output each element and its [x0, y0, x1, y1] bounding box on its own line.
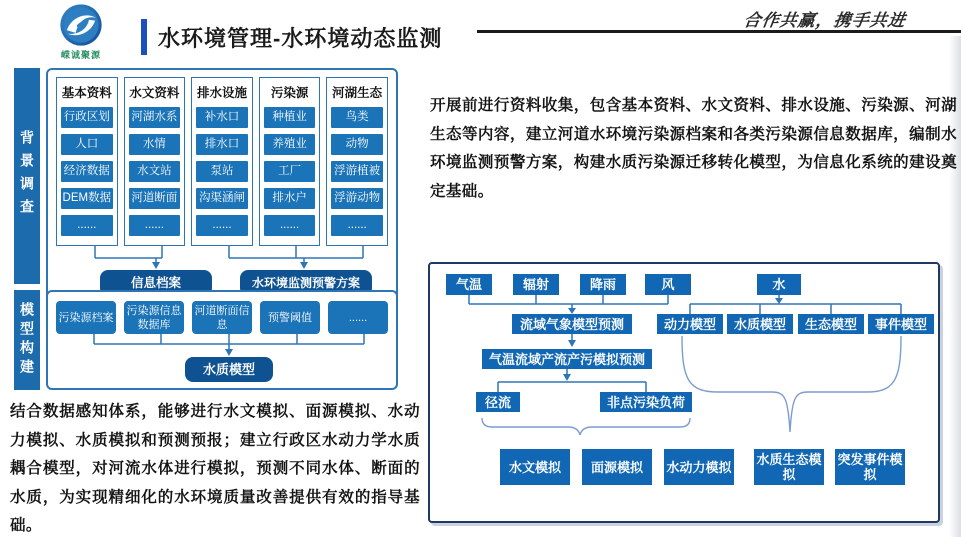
node-ecology-model: 生态模型	[798, 314, 864, 334]
data-item: 河湖水系	[129, 107, 181, 128]
data-item-ellipsis: ......	[129, 215, 181, 236]
node-emergency-event-simulation: 突发事件模拟	[835, 449, 905, 485]
node-wind: 风	[645, 274, 691, 295]
column-header: 排水设施	[196, 86, 247, 100]
page-title: 水环境管理-水环境动态监测	[158, 25, 443, 51]
data-item: 排水户	[264, 188, 316, 209]
data-item: 鸟类	[331, 107, 383, 128]
data-item: 养殖业	[264, 134, 316, 155]
column-header: 河湖生态	[332, 86, 383, 100]
column-hydrology-data	[124, 77, 186, 246]
column-drainage-facilities	[191, 77, 253, 246]
data-item: 水情	[129, 134, 181, 155]
node-water-quality-ecology-simulation: 水质生态模拟	[754, 449, 824, 485]
node-hydrology-simulation: 水文模拟	[500, 449, 570, 485]
node-water-quality-model: 水质模型	[727, 314, 793, 334]
logo-text: 嵘诚聚源	[60, 50, 101, 60]
node-nonpoint-source-simulation: 面源模拟	[582, 449, 652, 485]
model-input: 预警阈值	[260, 301, 320, 334]
data-item: 水文站	[129, 161, 181, 182]
data-item: 浮游动物	[331, 188, 383, 209]
data-columns	[56, 77, 388, 246]
data-item-ellipsis: ......	[196, 215, 248, 236]
column-header: 水文资料	[129, 86, 180, 100]
column-header: 基本资料	[61, 86, 112, 100]
column-header: 污染源	[270, 86, 309, 100]
background-survey-panel	[46, 68, 398, 308]
node-air-temperature: 气温	[446, 274, 492, 295]
data-item-ellipsis: ......	[331, 215, 383, 236]
data-item: 种植业	[264, 107, 316, 128]
data-item: 补水口	[196, 107, 248, 128]
model-building-panel	[46, 290, 398, 390]
node-runoff-pollution-simulation: 气温流域产流产污模拟预测	[482, 349, 652, 369]
model-connectors	[56, 334, 388, 384]
slide-title-block	[141, 19, 442, 55]
column-river-ecology	[326, 77, 388, 246]
water-quality-model-box: 水质模型	[185, 357, 273, 382]
model-building-section	[14, 290, 398, 390]
model-input-ellipsis: ......	[328, 301, 388, 334]
node-event-model: 事件模型	[868, 314, 934, 334]
connector-lines	[56, 334, 390, 356]
node-hydrodynamic-simulation: 水动力模拟	[664, 449, 734, 485]
header-motto: 合作共赢，携手共进	[742, 11, 908, 30]
connector-lines	[56, 246, 390, 270]
sidebar-background-survey: 背景调查	[14, 68, 40, 284]
header-divider	[477, 30, 961, 33]
node-dynamic-model: 动力模型	[657, 314, 723, 334]
title-accent-bar	[141, 19, 147, 55]
node-rainfall: 降雨	[580, 274, 626, 295]
data-item-ellipsis: ......	[264, 215, 316, 236]
output-info-archive: 信息档案	[100, 270, 212, 296]
data-item: 泵站	[196, 161, 248, 182]
output-monitoring-plan: 水环境监测预警方案	[240, 270, 372, 296]
data-item-ellipsis: ......	[61, 215, 113, 236]
node-watershed-weather-model: 流域气象模型预测	[512, 314, 632, 334]
model-input: 河道断面信息	[192, 301, 252, 334]
company-logo	[48, 3, 114, 61]
data-item: 人口	[61, 134, 113, 155]
data-item: DEM数据	[61, 188, 113, 209]
data-item: 经济数据	[61, 161, 113, 182]
data-item: 河道断面	[129, 188, 181, 209]
node-nonpoint-pollution-load: 非点污染负荷	[600, 392, 692, 412]
data-item: 行政区划	[61, 107, 113, 128]
data-item: 动物	[331, 134, 383, 155]
node-water: 水	[757, 274, 801, 295]
intro-paragraph: 开展前进行资料收集，包含基本资料、水文资料、排水设施、污染源、河湖生态等内容，建立河道水环境污染源档案和各类污染源信息数据库，编制水环境监测预警方案，构建水质污染源迁移转化模型，为信息化系统的建设奠定基础。	[430, 97, 957, 200]
background-survey-section	[14, 68, 398, 308]
model-input: 污染源信息数据库	[124, 301, 184, 334]
data-item: 工厂	[264, 161, 316, 182]
data-item: 浮游植被	[331, 161, 383, 182]
node-radiation: 辐射	[513, 274, 559, 295]
data-item: 排水口	[196, 134, 248, 155]
sidebar-model-building: 模型构建	[14, 290, 40, 390]
node-runoff: 径流	[476, 392, 520, 412]
data-item: 沟渠涵闸	[196, 188, 248, 209]
summary-paragraph: 结合数据感知体系，能够进行水文模拟、面源模拟、水动力模拟、水质模拟和预测预报；建立行政区水动力学水质耦合模型，对河流水体进行模拟，预测不同水体、断面的水质，为实现精细化的水环境质量改善提供有效的指导基础。	[10, 403, 420, 534]
model-inputs-row	[56, 301, 388, 334]
model-flow-diagram	[428, 262, 940, 523]
column-pollution-sources	[259, 77, 321, 246]
model-input: 污染源档案	[56, 301, 116, 334]
column-basic-data	[56, 77, 118, 246]
logo-swirl-icon	[59, 3, 103, 47]
